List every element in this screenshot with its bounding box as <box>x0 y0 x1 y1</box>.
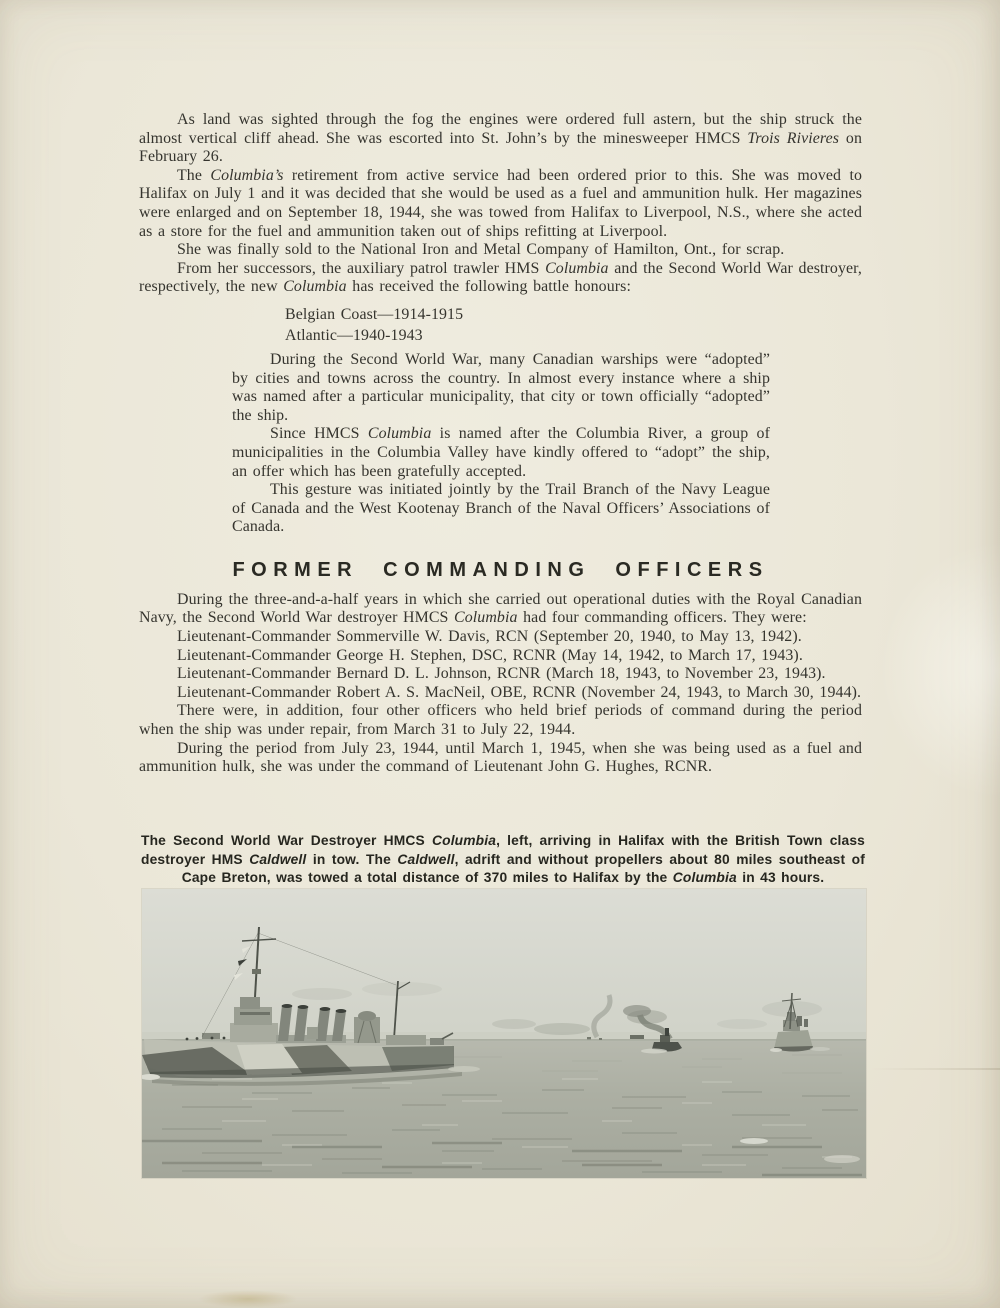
paragraph-successors: From her successors, the auxiliary patrol trawler HMS Columbia and the Second World War destroyer, respectively, the new Columbia has received the following battle honours: <box>139 259 862 296</box>
adoption-note-block <box>232 351 770 537</box>
photo-halifax-tow <box>142 889 866 1178</box>
aft-deckhouse <box>386 1035 426 1045</box>
paragraph-navy-league-gesture: This gesture was initiated jointly by the Trail Branch of the Navy League of Canada and the West Kootenay Branch of the Naval Officers’ Associations of Canada. <box>232 481 770 536</box>
commander-entry-davis: Lieutenant-Commander Sommerville W. Davis, RCN (September 20, 1940, to May 13, 1942). <box>177 628 802 646</box>
paragraph-commanders-intro: During the three-and-a-half years in which she carried out operational duties with the Royal Canadian Navy, the Second World War destroyer HMCS Columbia had four commanding officers. They were: <box>139 590 862 627</box>
whitecap <box>824 1155 860 1163</box>
paragraph-retirement: The Columbia’s retirement from active service had been ordered prior to this. She was moved to Halifax on July 1 and it was decided that she would be used as a fuel and ammunition hulk. Her magazines were enlarged and on September 18, 1944, she was towed from Halifax to Liverpool, N.S., where she acted as a store for the fuel and ammunition taken out of ships refitting at Liverpool. <box>139 166 862 240</box>
wheelhouse <box>240 997 260 1009</box>
battle-honour-atlantic: Atlantic—1940-1943 <box>285 326 423 344</box>
paragraph-sold-for-scrap: She was finally sold to the National Iron and Metal Company of Hamilton, Ont., for scrap. <box>177 241 785 259</box>
paragraph-adopted-ships: During the Second World War, many Canadian warships were “adopted” by cities and towns across the country. In almost every instance where a ship was named after a particular municipality, that city or town officially “adopted” the ship. <box>232 350 770 424</box>
stern-wake <box>448 1066 480 1072</box>
paragraph-columbia-valley: Since HMCS Columbia is named after the Columbia River, a group of municipalities in the Columbia Valley have kindly offered to “adopt” the ship, an offer which has been gratefully accepted. <box>232 425 770 480</box>
battle-honours-list <box>285 304 862 346</box>
bridge-deckhouse <box>230 1023 278 1042</box>
battle-honour-belgian-coast: Belgian Coast—1914-1915 <box>285 305 464 323</box>
photo-caption: The Second World War Destroyer HMCS Columbia, left, arriving in Halifax with the British Town class destroyer HMS Caldwell in tow. The Caldwell, adrift and without propellers about 80 miles southeast of Cape Breton, was towed a total distance of 370 miles to Halifax by the Columbia in 43 hours. <box>141 833 865 886</box>
paper-stain <box>198 1290 298 1308</box>
commander-entry-johnson: Lieutenant-Commander Bernard D. L. Johnson, RCNR (March 18, 1943, to November 23, 1943). <box>177 665 826 683</box>
bridge <box>234 1007 272 1025</box>
section-heading-former-commanding-officers: FORMER COMMANDING OFFICERS <box>232 558 769 581</box>
paragraph-repair-period-officers: There were, in addition, four other officers who held brief periods of command during the period when the ship was under repair, from March 31 to July 22, 1944. <box>139 702 862 739</box>
paragraph-hulk-command: During the period from July 23, 1944, until March 1, 1945, when she was being used as a fuel and ammunition hulk, she was under the command of Lieutenant John G. Hughes, RCNR. <box>139 739 862 776</box>
commander-entry-stephen: Lieutenant-Commander George H. Stephen, DSC, RCNR (May 14, 1942, to March 17, 1943). <box>177 646 803 664</box>
whitecap <box>740 1138 768 1144</box>
boat-davits <box>307 1027 318 1039</box>
page-text-column <box>139 111 862 777</box>
paper-sheen <box>870 530 1000 810</box>
paper-crease <box>870 1068 1000 1070</box>
commander-entry-macneil: Lieutenant-Commander Robert A. S. MacNeil, OBE, RCNR (November 24, 1943, to March 30, 1944). <box>177 683 862 701</box>
paragraph-landfall: As land was sighted through the fog the engines were ordered full astern, but the ship struck the almost vertical cliff ahead. She was escorted into St. John’s by the minesweeper HMCS Trois Rivieres on February 26. <box>139 111 862 166</box>
